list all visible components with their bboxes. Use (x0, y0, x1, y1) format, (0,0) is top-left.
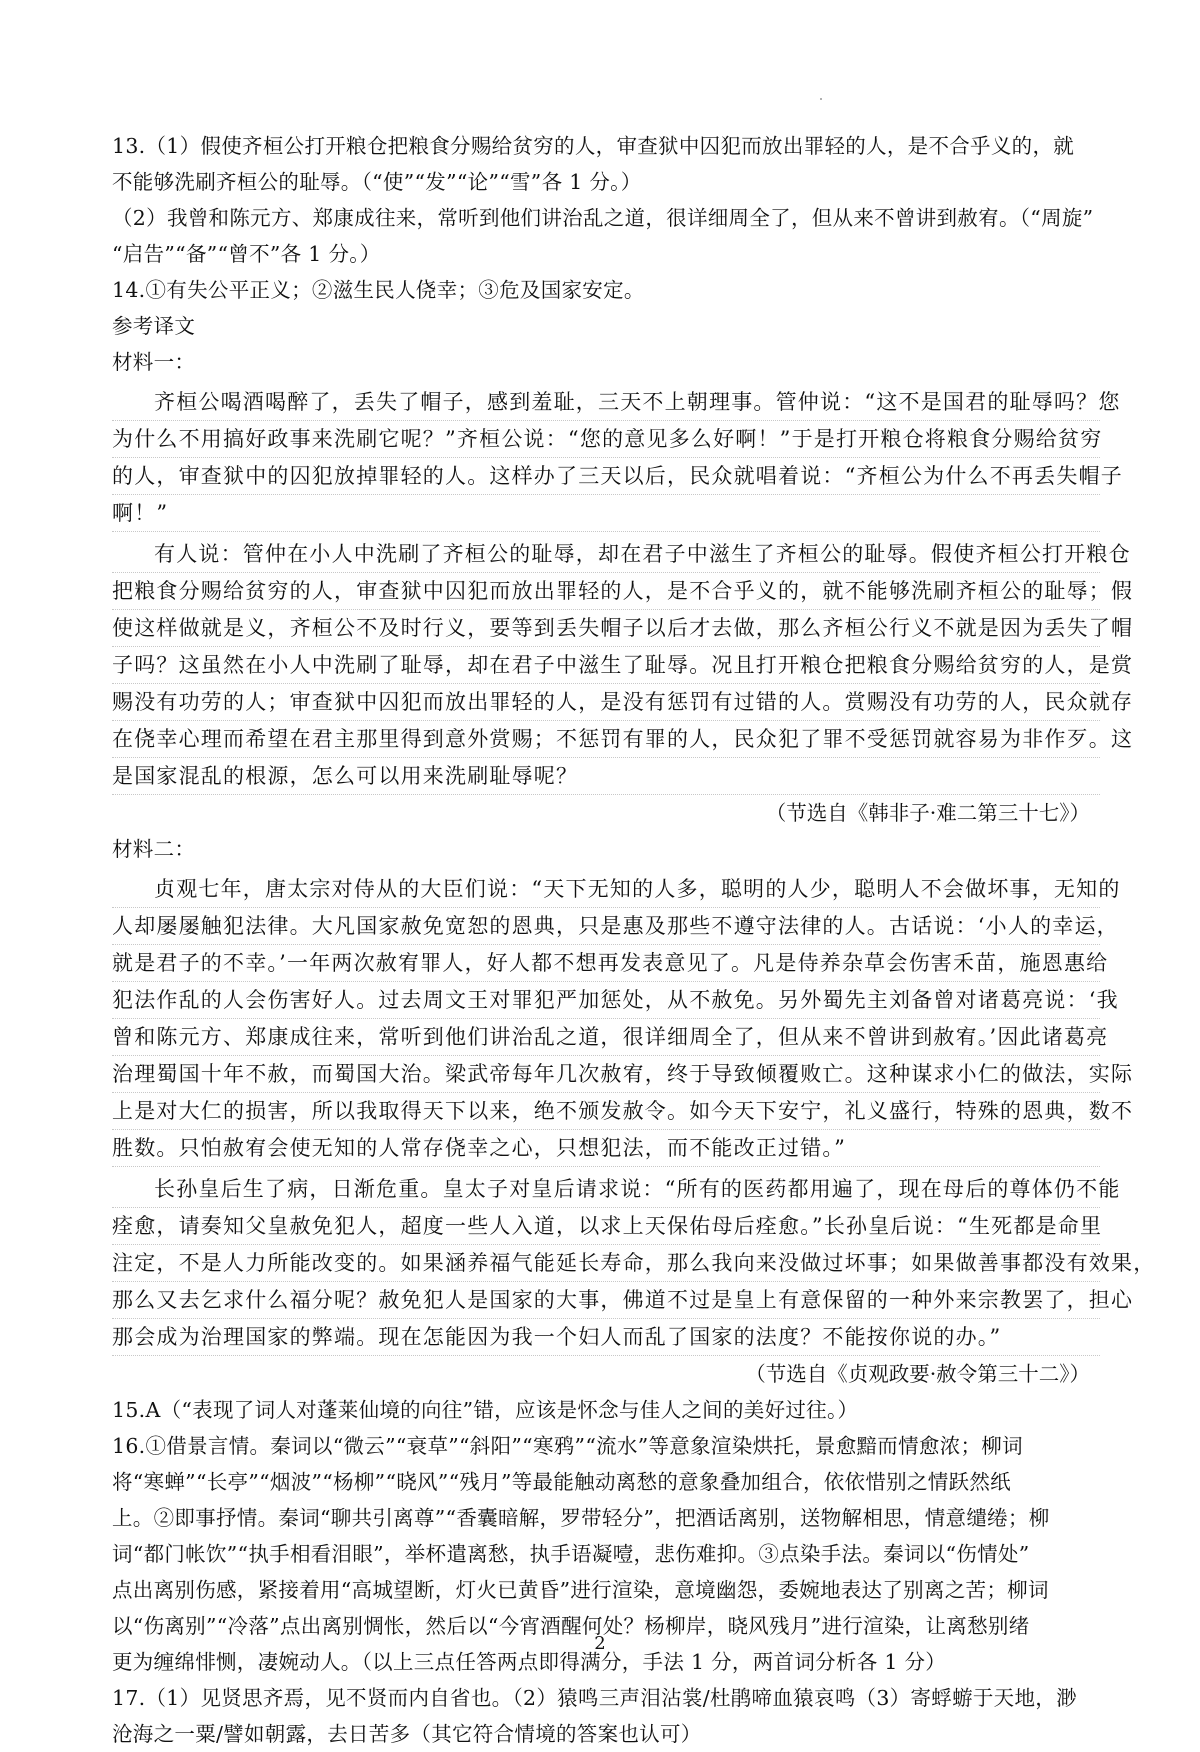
text-line: 长孙皇后生了病，日渐危重。皇太子对皇后请求说：“所有的医药都用遍了，现在母后的尊体仍不能 (112, 1171, 1100, 1208)
text-line: 的人，审查狱中的囚犯放掉罪轻的人。这样办了三天以后，民众就唱着说：“齐桓公为什么不再丢失帽子 (112, 458, 1100, 495)
text-line: 曾和陈元方、郑康成往来，常听到他们讲治乱之道，很详细周全了，但从来不曾讲到赦宥。’因此诸葛亮 (112, 1019, 1100, 1056)
text-line: 更为缠绵悱恻，凄婉动人。（以上三点任答两点即得满分，手法 1 分，两首词分析各 1 分） (112, 1650, 947, 1674)
text-line: （2）我曾和陈元方、郑康成往来，常听到他们讲治乱之道，很详细周全了，但从来不曾讲到赦宥。（“周旋” (112, 206, 1094, 230)
text-line: 那么又去乞求什么福分呢？赦免犯人是国家的大事，佛道不过是皇上有意保留的一种外来宗教罢了，担心 (112, 1282, 1100, 1319)
page-number: 2 (594, 1633, 606, 1654)
source-citation: （节选自《贞观政要·赦令第三十二》） (745, 1362, 1090, 1386)
paragraph (112, 384, 1123, 532)
answer-page (112, 128, 1156, 1752)
text-line: 齐桓公喝酒喝醉了，丢失了帽子，感到羞耻，三天不上朝理事。管仲说：“这不是国君的耻辱吗？您 (112, 384, 1100, 421)
text-line: 那会成为治理国家的弊端。现在怎能因为我一个妇人而乱了国家的法度？不能按你说的办。” (112, 1319, 1100, 1356)
scan-speck (820, 98, 822, 100)
text-line: 不能够洗刷齐桓公的耻辱。（“使”“发”“论”“雪”各 1 分。） (112, 170, 642, 194)
text-line: 就是君子的不幸。’一年两次赦宥罪人，好人都不想再发表意见了。凡是侍养杂草会伤害禾苗，施恩惠给 (112, 945, 1100, 982)
text-line: 治理蜀国十年不赦，而蜀国大治。梁武帝每年几次赦宥，终于导致倾覆败亡。这种谋求小仁的做法，实际 (112, 1056, 1100, 1093)
text-line: 人却屡屡触犯法律。大凡国家赦免宽恕的恩典，只是惠及那些不遵守法律的人。古话说：‘小人的幸运， (112, 908, 1100, 945)
text-line: 上。②即事抒情。秦词“聊共引离尊”“香囊暗解，罗带轻分”，把酒话离别，送物解相思，情意缱绻；柳 (112, 1506, 1050, 1530)
q15-answer: 15.A（“表现了词人对蓬莱仙境的向往”错，应该是怀念与佳人之间的美好过往。） (112, 1398, 859, 1422)
text-line: 贞观七年，唐太宗对侍从的大臣们说：“天下无知的人多，聪明的人少，聪明人不会做坏事，无知的 (112, 871, 1100, 908)
text-line: 将“寒蝉”“长亭”“烟波”“杨柳”“晓风”“残月”等最能触动离愁的意象叠加组合，依依惜别之情跃然纸 (112, 1470, 1011, 1494)
q14-answer: 14.①有失公平正义；②滋生民人侥幸；③危及国家安定。 (112, 278, 645, 302)
text-line: 沧海之一粟/譬如朝露，去日苦多（其它符合情境的答案也认可） (112, 1722, 702, 1746)
text-line: 以“伤离别”“冷落”点出离别惆怅，然后以“今宵酒醒何处？杨柳岸，晓风残月”进行渲染，让离愁别绪 (112, 1614, 1030, 1638)
text-line: 是国家混乱的根源，怎么可以用来洗刷耻辱呢？ (112, 758, 1100, 795)
text-line: 13.（1）假使齐桓公打开粮仓把粮食分赐给贫穷的人，审查狱中囚犯而放出罪轻的人，是不合乎义的，就 (112, 134, 1075, 158)
text-line: 上是对大仁的损害，所以我取得天下以来，绝不颁发赦令。如今天下安宁，礼义盛行，特殊的恩典，数不 (112, 1093, 1100, 1130)
text-line: 为什么不用搞好政事来洗刷它呢？”齐桓公说：“您的意见多么好啊！”于是打开粮仓将粮食分赐给贫穷 (112, 421, 1100, 458)
material-2 (112, 831, 1156, 1392)
paragraph (112, 1171, 1156, 1356)
text-line: 在侥幸心理而希望在君主那里得到意外赏赐；不惩罚有罪的人，民众犯了罪不受惩罚就容易为非作歹。这 (112, 721, 1100, 758)
text-line: 子吗？这虽然在小人中洗刷了耻辱，却在君子中滋生了耻辱。况且打开粮仓把粮食分赐给贫穷的人，是赏 (112, 647, 1100, 684)
text-line: 啊！” (112, 495, 1100, 532)
text-line: 注定，不是人力所能改变的。如果涵养福气能延长寿命，那么我向来没做过坏事；如果做善事都没有效果， (112, 1245, 1100, 1282)
paragraph (112, 871, 1134, 1167)
text-line: 17.（1）见贤思齐焉，见不贤而内自省也。（2）猿鸣三声泪沾裳/杜鹃啼血猿哀鸣（3）寄蜉蝣于天地，渺 (112, 1686, 1077, 1710)
text-line: 把粮食分赐给贫穷的人，审查狱中囚犯而放出罪轻的人，是不合乎义的，就不能够洗刷齐桓公的耻辱；假 (112, 573, 1100, 610)
text-line: 有人说：管仲在小人中洗刷了齐桓公的耻辱，却在君子中滋生了齐桓公的耻辱。假使齐桓公打开粮仓 (112, 536, 1100, 573)
material-1 (112, 344, 1134, 831)
text-line: 赐没有功劳的人；审查狱中囚犯而放出罪轻的人，是没有惩罚有过错的人。赏赐没有功劳的人，民众就存 (112, 684, 1100, 721)
text-line: 点出离别伤感，紧接着用“高城望断，灯火已黄昏”进行渲染，意境幽怨，委婉地表达了别离之苦；柳词 (112, 1578, 1049, 1602)
text-line: 词“都门帐饮”“执手相看泪眼”，举杯遣离愁，执手语凝噎，悲伤难抑。③点染手法。秦词以“伤情处” (112, 1542, 1030, 1566)
paragraph (112, 536, 1134, 795)
text-line: 使这样做就是义，齐桓公不及时行义，要等到丢失帽子以后才去做，那么齐桓公行义不就是因为丢失了帽 (112, 610, 1100, 647)
material-label: 材料二： (112, 837, 196, 861)
material-label: 材料一： (112, 350, 196, 374)
text-line: 16.①借景言情。秦词以“微云”“衰草”“斜阳”“寒鸦”“流水”等意象渲染烘托，景愈黯而情愈浓；柳词 (112, 1434, 1023, 1458)
text-line: 痊愈，请奏知父皇赦免犯人，超度一些人入道，以求上天保佑母后痊愈。”长孙皇后说：“生死都是命里 (112, 1208, 1100, 1245)
text-line: “启告”“备”“曾不”各 1 分。） (112, 242, 381, 266)
source-citation: （节选自《韩非子·难二第三十七》） (765, 801, 1090, 825)
q13-answer (112, 128, 1100, 272)
text-line: 犯法作乱的人会伤害好人。过去周文王对罪犯严加惩处，从不赦免。另外蜀先主刘备曾对诸葛亮说：‘我 (112, 982, 1100, 1019)
translation-heading: 参考译文 (112, 314, 196, 338)
q17-answer (112, 1680, 1100, 1752)
text-line: 胜数。只怕赦宥会使无知的人常存侥幸之心，只想犯法，而不能改正过错。” (112, 1130, 1100, 1167)
